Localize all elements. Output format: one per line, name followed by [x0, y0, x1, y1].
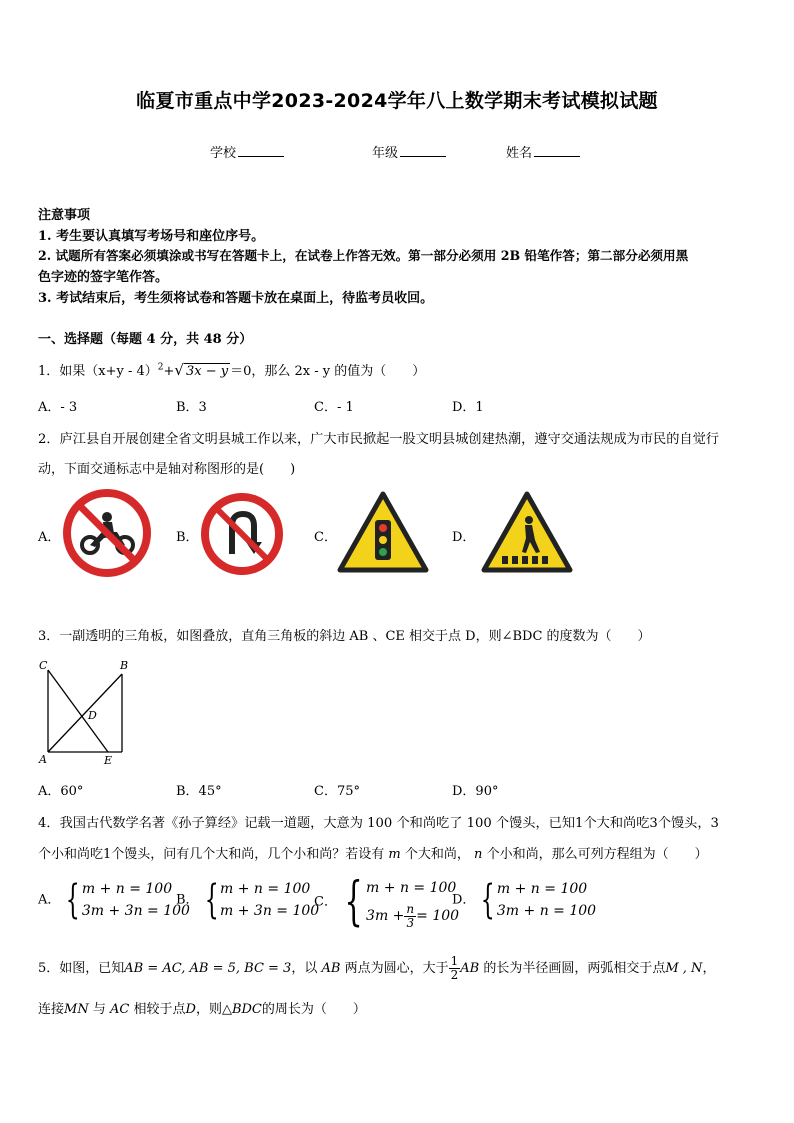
q3-option-a[interactable]: A．60° — [38, 784, 84, 799]
school-blank[interactable] — [238, 144, 284, 157]
q4-line2-a: 个小和尚吃1个馒头，问有几个大和尚，几个小和尚？若设有 — [38, 847, 385, 862]
q5-line2-f: 的周长为（ ） — [261, 1002, 366, 1017]
q2-option-b[interactable]: B． — [176, 530, 199, 545]
q5-line2-mn: MN — [64, 1002, 89, 1017]
q4-c-frac-den: 3 — [406, 915, 415, 930]
q3-option-d[interactable]: D．90° — [452, 784, 499, 799]
q5-line2-a: 连接 — [38, 1002, 65, 1017]
q4-line2-c: 个小和尚，那么可列方程组为（ ） — [486, 847, 708, 862]
q4-b-eq1: m + n = 100 — [220, 881, 311, 897]
q4-a-eq2: 3m + 3n = 100 — [81, 903, 190, 919]
point-b-label: B — [120, 659, 129, 672]
q4-var-n: n — [474, 847, 483, 862]
q4-d-eq2: 3m + n = 100 — [496, 903, 597, 919]
q5-line1 — [38, 955, 715, 982]
q5-line2-c: 相较于点 — [133, 1002, 186, 1017]
q1-radicand: 3x − y — [185, 364, 229, 379]
section-heading: 一、选择题（每题 4 分，共 48 分） — [38, 332, 253, 347]
point-c-label: C — [39, 659, 48, 672]
note-2-line2: 色字迹的签字笔作答。 — [38, 270, 169, 285]
q4-a-eq1: m + n = 100 — [81, 881, 173, 897]
q5-line2-b: 与 — [92, 1002, 106, 1017]
q2-line2: 动，下面交通标志中是轴对称图形的是( ) — [38, 462, 296, 477]
point-e-label: E — [104, 754, 113, 767]
q1-suffix: ＝0，那么 2x - y 的值为（ ） — [230, 364, 426, 379]
q1-prefix: 1．如果（x+y - 4） — [38, 364, 158, 379]
q1-option-c[interactable]: C．- 1 — [314, 400, 354, 415]
q5-fraction — [449, 955, 461, 982]
grade-field — [372, 142, 446, 161]
q2-line1: 2．庐江县自开展创建全省文明县城工作以来，广大市民掀起一股文明县城创建热潮，遵守交通法规成为市民的自觉行 — [38, 432, 719, 447]
q1-option-d[interactable]: D．1 — [452, 400, 484, 415]
pedestrian-crossing-sign-icon — [480, 490, 574, 574]
q4-line2-b: 个大和尚， — [404, 847, 470, 862]
point-d-label: D — [88, 709, 97, 722]
school-field — [210, 142, 284, 161]
q4-c-eq2-right: = 100 — [416, 908, 460, 924]
q5-mn: M , N — [665, 961, 703, 976]
q5-ab: AB — [321, 961, 341, 976]
q3-option-c[interactable]: C．75° — [314, 784, 360, 799]
q4-line2 — [38, 843, 708, 862]
page-title: 临夏市重点中学2023-2024学年八上数学期末考试模拟试题 — [136, 90, 658, 112]
no-u-turn-sign-icon — [200, 492, 284, 576]
grade-blank[interactable] — [400, 144, 446, 157]
question-1: 1．如果$(x+y - 4)^2+√$ 3x − y ＝0，那么 2x - y 的值为（ ） — [38, 361, 426, 379]
name-blank[interactable] — [534, 144, 580, 157]
q5-line2-d: D — [185, 1002, 196, 1017]
q2-option-d[interactable]: D． — [452, 530, 476, 545]
q1-exponent: 2 — [157, 362, 164, 373]
q5-text-b: ，以 — [291, 961, 318, 976]
q4-option-b-label: B． — [176, 892, 199, 908]
q5-line2-e: ，则 — [195, 1002, 222, 1017]
note-2-line1: 2. 试题所有答案必须填涂或书写在答题卡上，在试卷上作答无效。第一部分必须用 2B 铅笔作答；第二部分必须用黑 — [38, 248, 689, 263]
q4-option-b[interactable]: B． { m + n = 100 m + 3n = 100 — [176, 877, 320, 923]
q2-option-a[interactable]: A． — [38, 530, 61, 545]
q4-b-eq2: m + 3n = 100 — [220, 903, 320, 919]
q1-option-a[interactable]: A．- 3 — [38, 400, 78, 415]
q5-frac-den: 2 — [450, 968, 459, 982]
q4-option-c[interactable]: C． { m + n = 100 3m + $\frac{n}{3}$ = 100 — [314, 872, 460, 932]
q4-d-eq1: m + n = 100 — [496, 881, 588, 897]
note-1: 1. 考生要认真填写考场号和座位序号。 — [38, 229, 265, 244]
q4-option-c-label: C． — [314, 894, 337, 910]
name-field — [506, 142, 580, 161]
q4-c-eq1: m + n = 100 — [366, 880, 457, 896]
q4-c-eq2-left: 3m + — [366, 908, 405, 924]
q4-line1: 4．我国古代数学名著《孙子算经》记载一道题，大意为 100 个和尚吃了 100 个馒头，已知1个大和尚吃3个馒头，3 — [38, 816, 719, 831]
question-3: 3．一副透明的三角板，如图叠放，直角三角板的斜边 AB 、CE 相交于点 D，则∠BDC 的度数为（ ） — [38, 629, 651, 644]
q5-text-f: ， — [702, 961, 716, 976]
triangle-diagram — [36, 656, 136, 768]
q4-c-eq2 — [366, 902, 459, 930]
note-3: 3. 考试结束后，考生须将试卷和答题卡放在桌面上，待监考员收回。 — [38, 291, 434, 306]
q4-option-a[interactable]: A． { m + n = 100 3m + 3n = 100 — [38, 877, 190, 923]
q1-plus: + — [163, 364, 175, 379]
q5-ab-2: AB — [460, 961, 480, 976]
school-label: 学校 — [210, 146, 237, 161]
q5-text-c: 两点为圆心，大于 — [344, 961, 449, 976]
traffic-light-warning-sign-icon — [336, 490, 430, 574]
q5-condition: AB = AC, AB = 5, BC = 3 — [124, 961, 292, 976]
q4-var-m: m — [388, 847, 401, 862]
q4-c-fraction — [404, 903, 416, 930]
notes-heading: 注意事项 — [38, 208, 91, 223]
no-motorcycle-sign-icon — [62, 488, 152, 578]
q4-option-a-label: A． — [38, 892, 61, 908]
q2-option-c[interactable]: C． — [314, 530, 337, 545]
q5-line2-ac: AC — [110, 1002, 130, 1017]
q4-option-d-label: D． — [452, 892, 476, 908]
q5-text-e: 的长为半径画圆，两弧相交于点 — [483, 961, 666, 976]
q1-option-b[interactable]: B．3 — [176, 400, 207, 415]
q5-text-a: 5．如图，已知 — [38, 961, 125, 976]
q3-option-b[interactable]: B．45° — [176, 784, 222, 799]
q5-frac-num: 1 — [450, 954, 459, 968]
q4-option-d[interactable]: D． { m + n = 100 3m + n = 100 — [452, 877, 597, 923]
name-label: 姓名 — [506, 146, 533, 161]
point-a-label: A — [39, 753, 47, 766]
q4-c-frac-num: n — [406, 901, 415, 916]
q5-line2 — [38, 998, 366, 1017]
q5-line2-triangle: △BDC — [221, 1002, 262, 1017]
grade-label: 年级 — [372, 146, 399, 161]
